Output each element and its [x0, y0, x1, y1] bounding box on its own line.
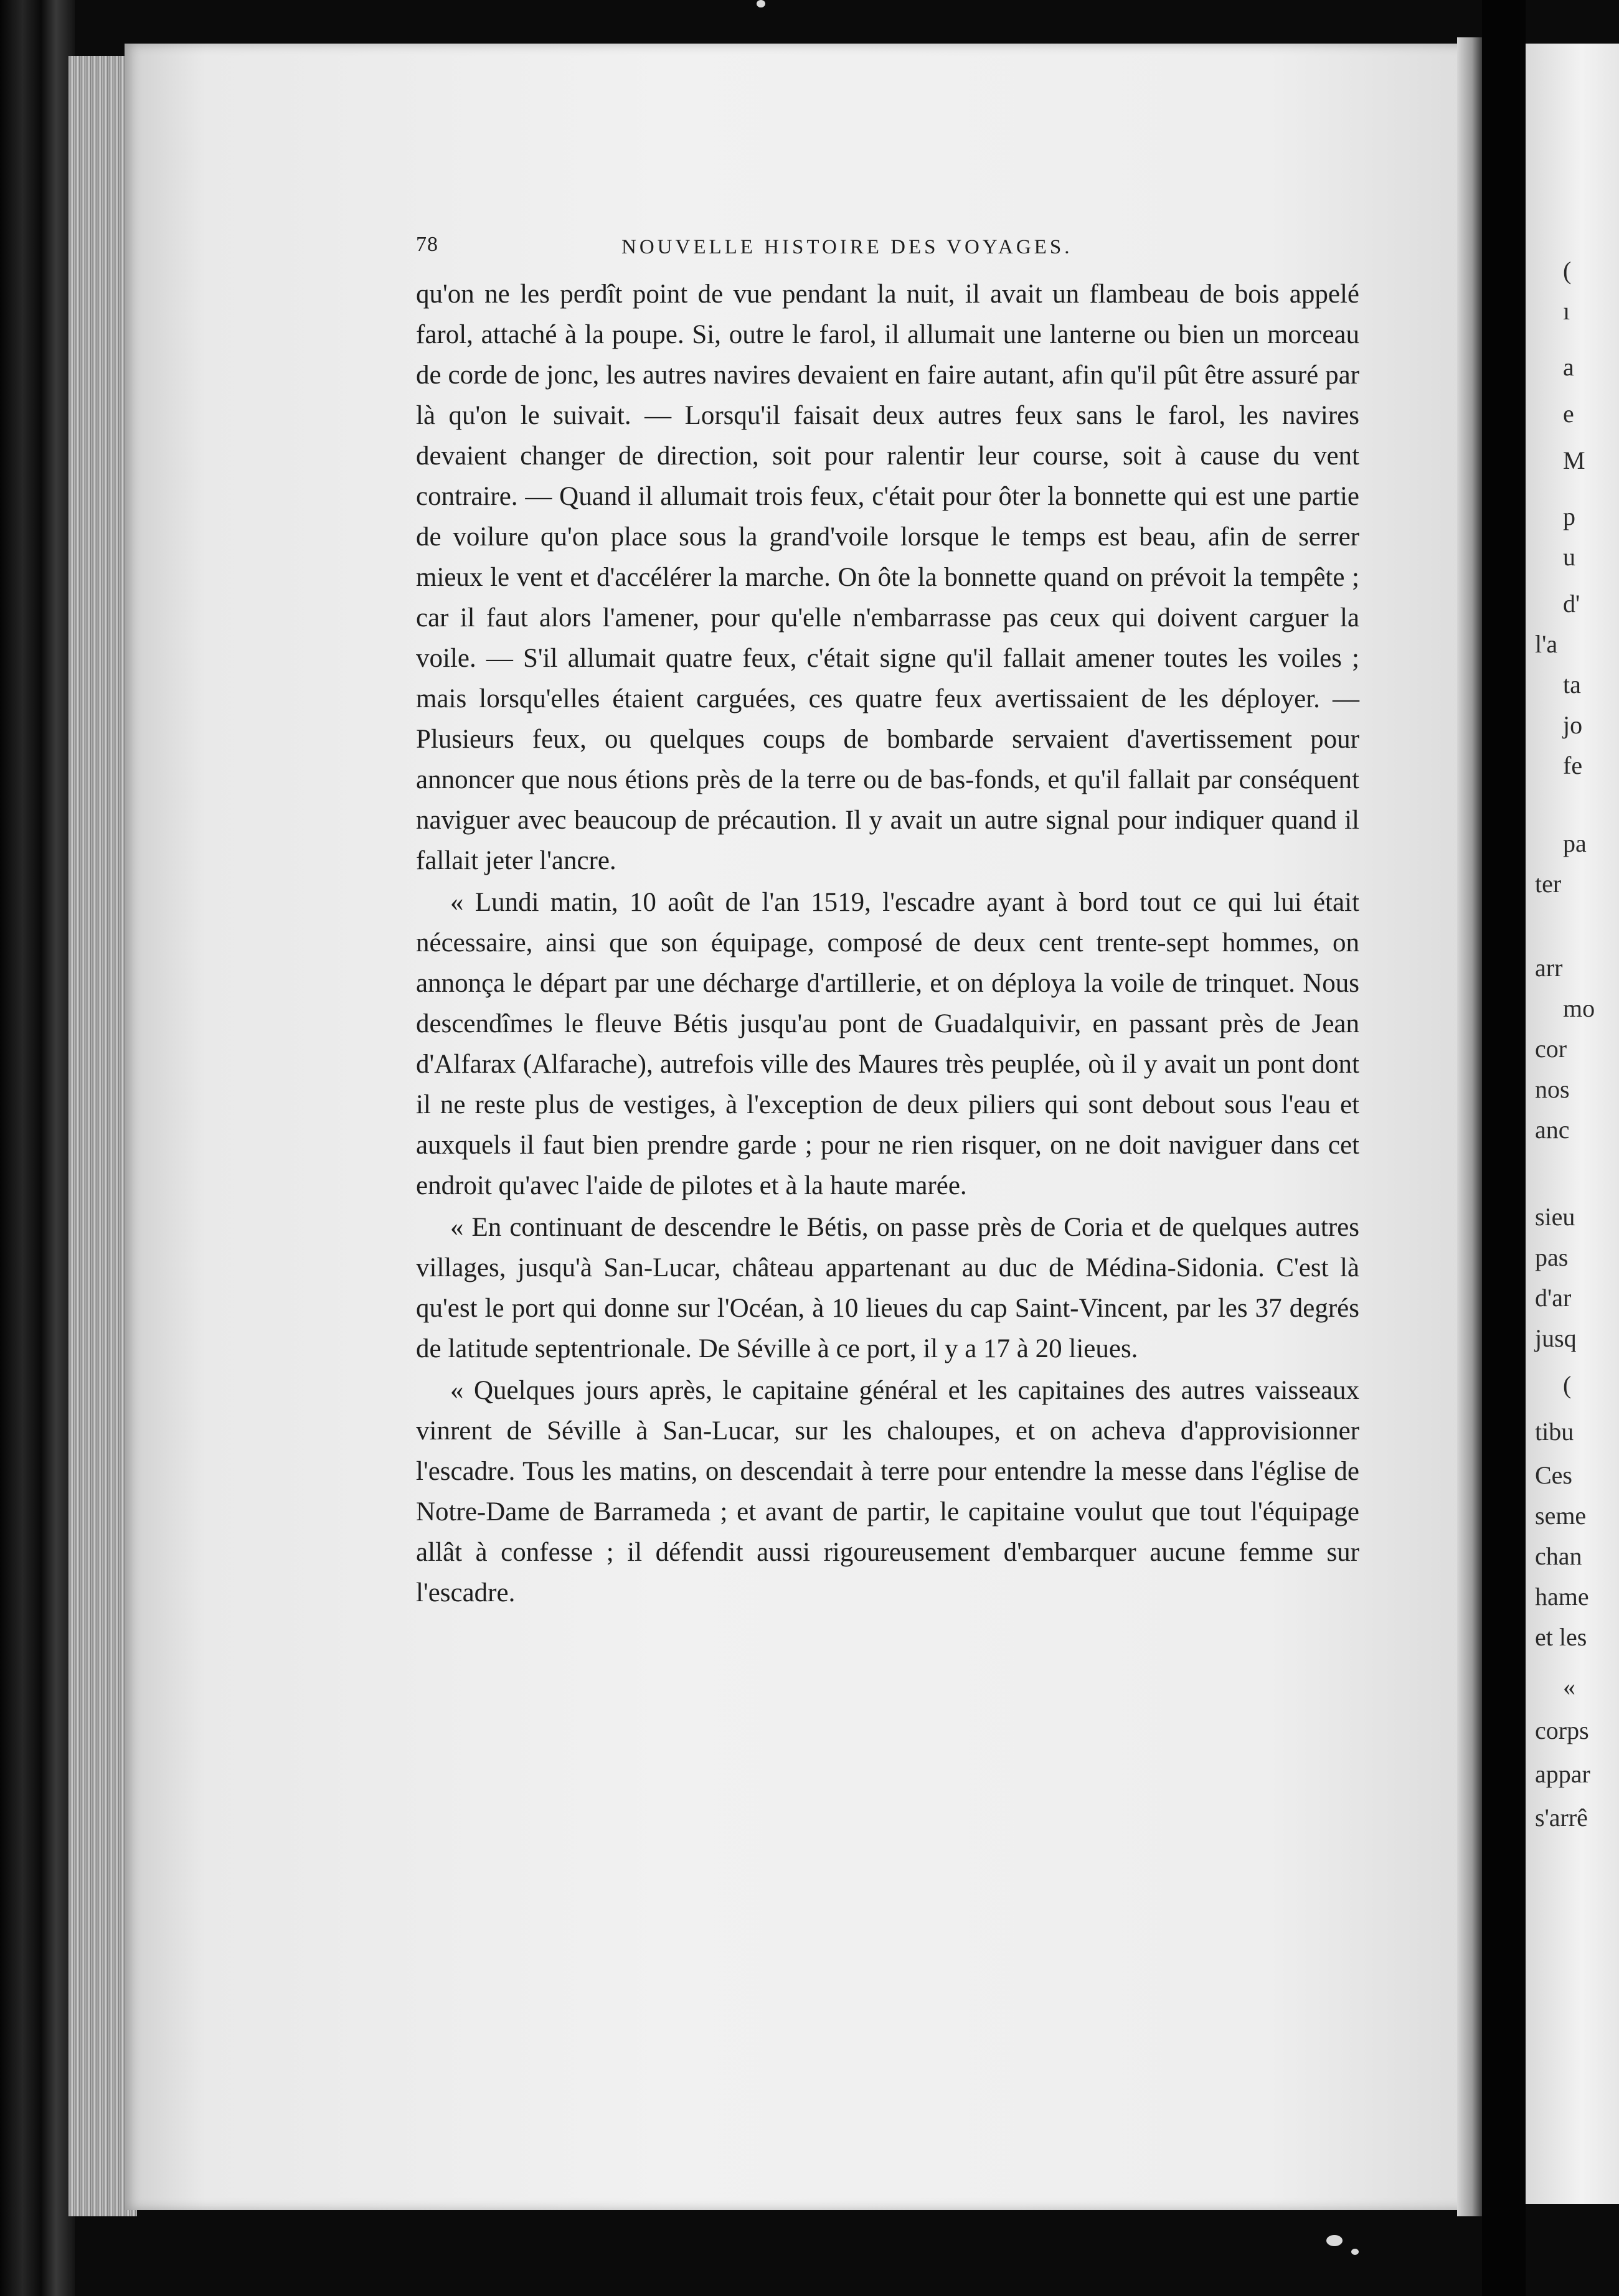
adjacent-page-fragment: appar [1535, 1760, 1590, 1788]
page-text-block [416, 224, 1359, 1613]
adjacent-page-fragment: tibu [1535, 1418, 1574, 1446]
adjacent-page-fragment: ( [1563, 256, 1572, 285]
adjacent-page-fragment: ta [1563, 670, 1581, 699]
scan-speck [1351, 2249, 1359, 2255]
page-fold-shadow [1457, 37, 1482, 2216]
adjacent-page-fragment: et les [1535, 1623, 1587, 1651]
adjacent-page-fragment: seme [1535, 1502, 1587, 1530]
adjacent-page-fragment: l'a [1535, 630, 1558, 658]
adjacent-page-fragment: u [1563, 543, 1575, 571]
adjacent-page-fragment: jo [1563, 711, 1583, 739]
paragraph-4: « Quelques jours après, le capitaine général et les capitaines des autres vaisseaux vinrent de Séville à San-Lucar, sur les chaloupes, et on acheva d'approvisionner l'escadre. Tous les matins, on descendait à terre pour entendre la messe dans l'église de Notre-Dame de Barrameda ; et avant de partir, le capitaine voulut que tout l'équipage allât à confesse ; il défendit aussi rigoureusement d'embarquer aucune femme sur l'escadre. [416, 1376, 1359, 1607]
adjacent-page-fragment: nos [1535, 1075, 1570, 1103]
adjacent-page-fragment: e [1563, 400, 1574, 428]
adjacent-page-fragment: mo [1563, 994, 1595, 1022]
adjacent-page-fragment: ter [1535, 870, 1562, 898]
page-header [416, 224, 1359, 271]
adjacent-page-fragment: Ces [1535, 1461, 1572, 1489]
adjacent-page-fragment: arr [1535, 954, 1563, 982]
running-head: NOUVELLE HISTOIRE DES VOYAGES. [621, 236, 1073, 258]
book-gutter [1482, 0, 1526, 2296]
adjacent-page-fragment: d'ar [1535, 1284, 1572, 1312]
adjacent-page-fragment: anc [1535, 1116, 1570, 1144]
adjacent-page [1526, 44, 1619, 2204]
adjacent-page-fragment: d' [1563, 590, 1580, 618]
adjacent-page-fragment: jusq [1535, 1324, 1577, 1352]
adjacent-page-fragment: ( [1563, 1371, 1572, 1399]
book-cover-edge [0, 0, 75, 2296]
adjacent-page-fragment: cor [1535, 1035, 1567, 1063]
adjacent-page-fragment: s'arrê [1535, 1804, 1588, 1832]
adjacent-page-fragment: ı [1563, 297, 1570, 325]
adjacent-page-fragment: p [1563, 502, 1575, 530]
adjacent-page-fragment: hame [1535, 1583, 1589, 1611]
adjacent-page-fragment: a [1563, 353, 1574, 381]
adjacent-page-fragment: pa [1563, 829, 1587, 857]
scan-speck [1326, 2235, 1343, 2246]
paragraph-3: « En continuant de descendre le Bétis, on passe près de Coria et de quelques autres villages, jusqu'à San-Lucar, château appartenant au duc de Médina-Sidonia. C'est là qu'est le port qui donne sur l'Océan, à 10 lieues du cap Saint-Vincent, par les 37 degrés de latitude septentrionale. De Séville à ce port, il y a 17 à 20 lieues. [416, 1213, 1359, 1363]
paragraph-1: qu'on ne les perdît point de vue pendant la nuit, il avait un flambeau de bois appelé farol, attaché à la poupe. Si, outre le farol, il allumait une lanterne ou bien un morceau de corde de jonc, les autres navires devaient en faire autant, afin qu'il pût être assuré par là qu'on le suivait. — Lorsqu'il faisait deux autres feux sans le farol, les navires devaient changer de direction, soit pour ralentir leur course, soit à cause du vent contraire. — Quand il allumait trois feux, c'était pour ôter la bonnette qui est une partie de voilure qu'on place sous la grand'voile lorsque le temps est beau, afin de serrer mieux le vent et d'accélérer la marche. On ôte la bonnette quand on prévoit la tempête ; car il faut alors l'amener, pour qu'elle n'embarrasse pas ceux qui doivent carguer la voile. — S'il allumait quatre feux, c'était signe qu'il fallait amener toutes les voiles ; mais lorsqu'elles étaient carguées, ces quatre feux avertissaient de les déployer. — Plusieurs feux, ou quelques coups de bombarde servaient d'avertissement pour annoncer que nous étions près de la terre ou de bas-fonds, et qu'il fallait par conséquent naviguer avec beaucoup de précaution. Il y avait un autre signal pour indiquer quand il fallait jeter l'ancre. [416, 280, 1359, 875]
adjacent-page-fragment: chan [1535, 1542, 1582, 1570]
paragraph-2: « Lundi matin, 10 août de l'an 1519, l'escadre ayant à bord tout ce qui lui était nécessaire, ainsi que son équipage, composé de deux cent trente-sept hommes, on annonça le départ par une décharge d'artillerie, et on déploya la voile de trinquet. Nous descendîmes le fleuve Bétis jusqu'au pont de Guadalquivir, en passant près de Jean d'Alfarax (Alfarache), autrefois ville des Maures très peuplée, où il y avait un pont dont il ne reste plus de vestiges, à l'exception de deux piliers qui sont debout sous l'eau et auxquels il faut bien prendre garde ; pour ne rien risquer, on ne doit naviguer dans cet endroit qu'avec l'aide de pilotes et à la haute marée. [416, 888, 1359, 1200]
page-number: 78 [416, 233, 438, 256]
adjacent-page-fragment: sieu [1535, 1203, 1575, 1231]
adjacent-page-fragment: corps [1535, 1716, 1589, 1744]
adjacent-page-fragment: fe [1563, 751, 1583, 779]
adjacent-page-fragment: M [1563, 446, 1585, 474]
adjacent-page-fragment: pas [1535, 1243, 1569, 1271]
adjacent-page-fragment: « [1563, 1673, 1575, 1701]
scan-speck [757, 0, 765, 7]
